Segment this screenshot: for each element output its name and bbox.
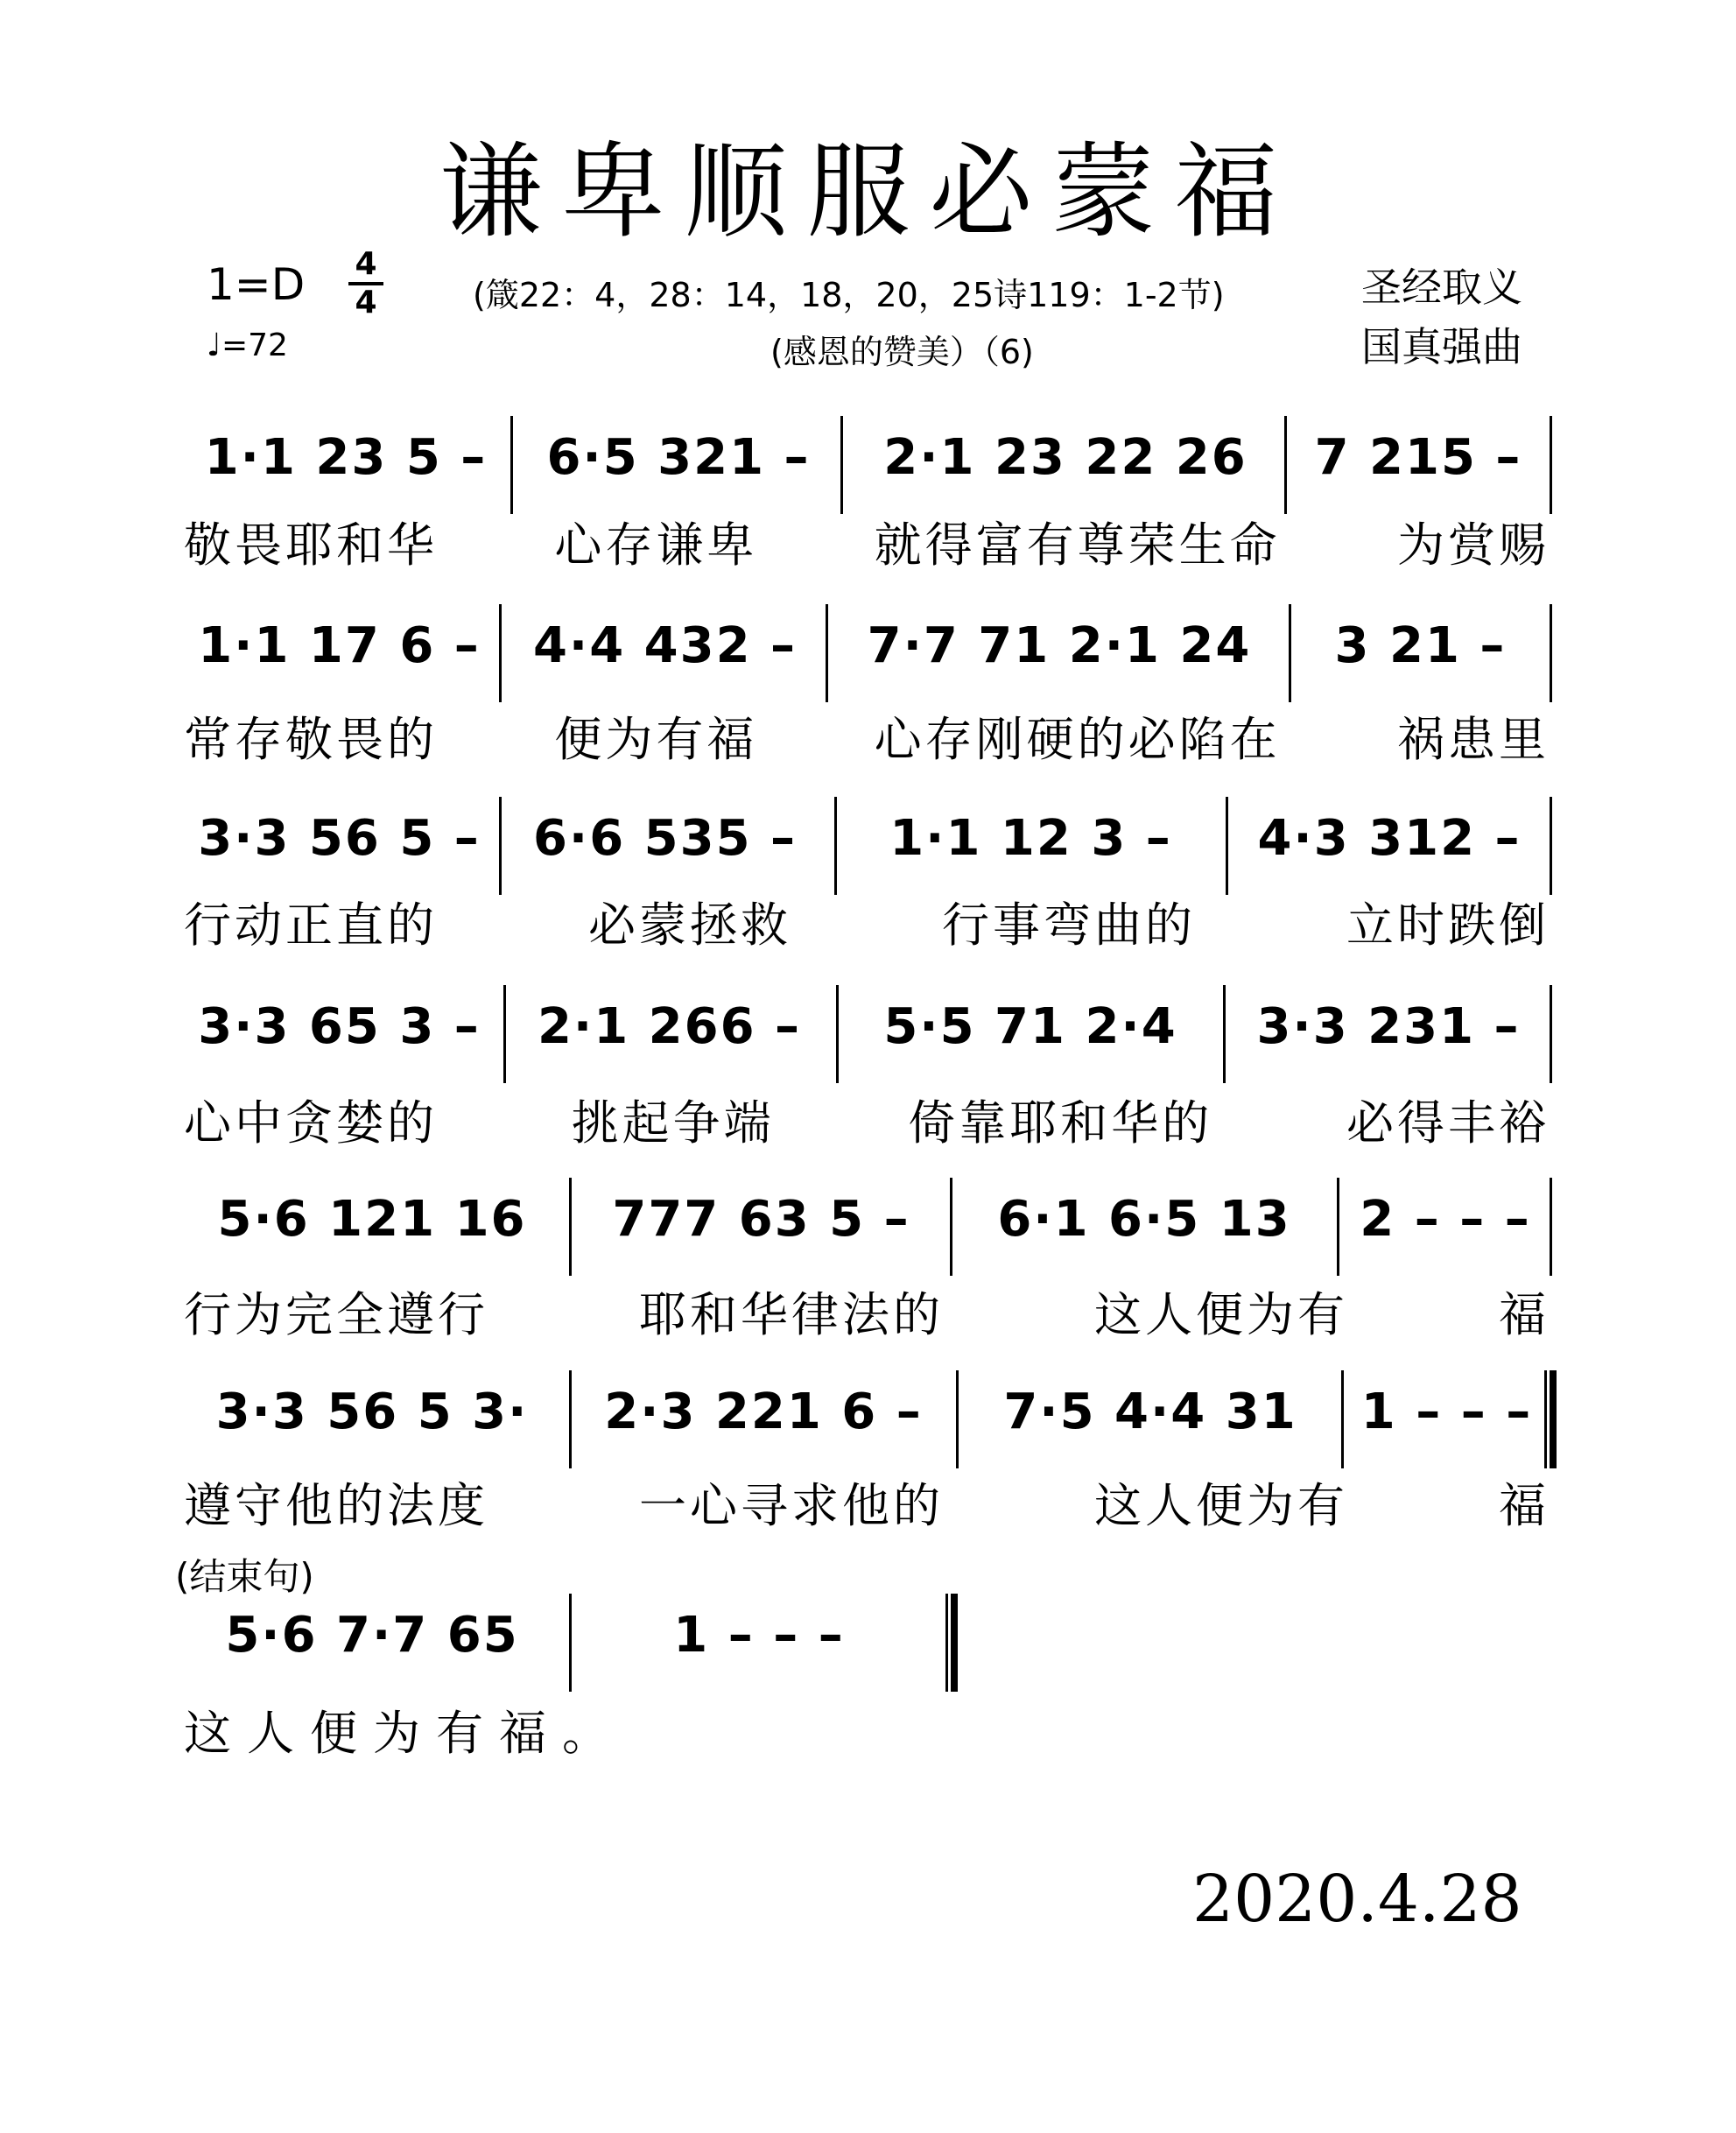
time-signature-top: 4 xyxy=(348,249,383,285)
barline xyxy=(950,1178,952,1276)
scripture-source: (箴22：4，28：14，18，20，25诗119：1-2节) xyxy=(473,276,1225,314)
composer-credit: 国真强曲 xyxy=(1361,323,1522,370)
measure: 6·1 6·5 13 xyxy=(997,1191,1291,1248)
notation-line xyxy=(0,1370,1736,1475)
lyricist-credit: 圣经取义 xyxy=(1361,264,1522,311)
measure: 6·5 321 – xyxy=(546,429,811,486)
barline xyxy=(510,416,513,514)
barline xyxy=(836,985,839,1083)
barline xyxy=(1550,1178,1552,1276)
score-row xyxy=(0,1178,1736,1300)
barline xyxy=(1284,416,1287,514)
barline xyxy=(1550,797,1552,895)
measure: 4·4 432 – xyxy=(532,617,798,674)
lyric-phrase: 福 xyxy=(1499,1478,1550,1533)
key-signature: 1=D xyxy=(207,259,306,310)
measure: 3·3 56 5 3· xyxy=(215,1383,529,1440)
measure: 7·7 71 2·1 24 xyxy=(867,617,1252,674)
lyrics-line xyxy=(184,1478,1550,1533)
barline xyxy=(834,797,837,895)
song-title: 谦卑顺服必蒙福 xyxy=(439,131,1297,252)
measure: 5·6 121 16 xyxy=(217,1191,527,1248)
lyric-phrase: 心中贪婪的 xyxy=(184,1095,438,1151)
lyric-phrase: 立时跌倒 xyxy=(1346,898,1550,953)
barline xyxy=(840,416,843,514)
measure: 1 – – – xyxy=(1360,1383,1533,1440)
lyric-phrase: 行事弯曲的 xyxy=(942,898,1196,953)
barline xyxy=(569,1370,572,1468)
measure: 2·1 23 22 26 xyxy=(883,429,1248,486)
measure: 1 – – – xyxy=(673,1607,845,1664)
date-stamp: 2020.4.28 xyxy=(1192,1862,1522,1937)
barline xyxy=(1226,797,1228,895)
lyric-phrase: 就得富有尊荣生命 xyxy=(874,517,1281,573)
lyric-phrase: 必得丰裕 xyxy=(1346,1095,1550,1151)
collection-label: (感恩的赞美）（6) xyxy=(770,333,1034,371)
lyric-phrase: 这人便为有 xyxy=(1094,1287,1348,1342)
lyric-phrase: 耶和华律法的 xyxy=(639,1287,944,1342)
lyrics-line xyxy=(184,712,1550,767)
lyric-phrase: 行为完全遵行 xyxy=(184,1287,488,1342)
notation-line xyxy=(0,604,1736,709)
ending-score-row xyxy=(0,1594,1736,1716)
measure: 3 21 – xyxy=(1334,617,1507,674)
measure: 6·6 535 – xyxy=(532,810,798,867)
score-row xyxy=(0,604,1736,727)
lyric-phrase: 福 xyxy=(1499,1287,1550,1342)
notation-line xyxy=(0,797,1736,902)
tempo-marking: ♩=72 xyxy=(207,327,288,363)
barline xyxy=(1337,1178,1339,1276)
lyrics-line xyxy=(184,898,1550,953)
lyrics-line xyxy=(184,517,1550,573)
lyrics-line xyxy=(184,1287,1550,1342)
measure: 3·3 56 5 – xyxy=(198,810,481,867)
measure: 3·3 231 – xyxy=(1256,998,1521,1055)
measure: 5·5 71 2·4 xyxy=(883,998,1177,1055)
lyric-phrase: 便为有福 xyxy=(554,712,758,767)
barline xyxy=(826,604,828,702)
notation-line xyxy=(0,985,1736,1090)
final-barline xyxy=(945,1594,958,1692)
notation-line xyxy=(0,1178,1736,1283)
score-row xyxy=(0,1370,1736,1493)
barline xyxy=(503,985,506,1083)
measure: 2 – – – xyxy=(1360,1191,1531,1248)
measure: 5·6 7·7 65 xyxy=(225,1607,519,1664)
measure: 2·1 266 – xyxy=(537,998,802,1055)
notation-line xyxy=(0,1594,1736,1699)
lyric-phrase: 一心寻求他的 xyxy=(639,1478,944,1533)
measure: 1·1 23 5 – xyxy=(204,429,488,486)
time-signature-bottom: 4 xyxy=(355,285,377,320)
barline xyxy=(1550,985,1552,1083)
measure: 3·3 65 3 – xyxy=(198,998,481,1055)
score-row xyxy=(0,985,1736,1108)
lyric-phrase: 敬畏耶和华 xyxy=(184,517,438,573)
measure: 7·5 4·4 31 xyxy=(1003,1383,1297,1440)
measure: 4·3 312 – xyxy=(1257,810,1522,867)
time-signature xyxy=(348,246,383,320)
barline xyxy=(956,1370,959,1468)
measure: 777 63 5 – xyxy=(612,1191,910,1248)
lyric-phrase: 挑起争端 xyxy=(571,1095,775,1151)
barline xyxy=(1550,604,1552,702)
ending-label: (结束句) xyxy=(175,1555,314,1598)
lyric-phrase: 这人便为有 xyxy=(1094,1478,1348,1533)
measure: 7 215 – xyxy=(1314,429,1522,486)
lyric-phrase: 祸患里 xyxy=(1396,712,1550,767)
lyric-phrase: 倚靠耶和华的 xyxy=(908,1095,1213,1151)
lyrics-line: 这人便为有福。 xyxy=(184,1706,625,1761)
barline xyxy=(499,604,502,702)
measure: 2·3 221 6 – xyxy=(604,1383,923,1440)
lyric-phrase: 遵守他的法度 xyxy=(184,1478,488,1533)
barline xyxy=(1223,985,1226,1083)
measure: 1·1 12 3 – xyxy=(889,810,1172,867)
barline xyxy=(499,797,502,895)
barline xyxy=(1289,604,1291,702)
lyric-phrase: 为赏赐 xyxy=(1396,517,1550,573)
measure: 1·1 17 6 – xyxy=(198,617,481,674)
barline xyxy=(569,1594,572,1692)
lyric-phrase: 必蒙拯救 xyxy=(588,898,791,953)
lyrics-line xyxy=(184,1095,1550,1151)
lyric-phrase: 心存刚硬的必陷在 xyxy=(874,712,1281,767)
final-barline xyxy=(1544,1370,1557,1468)
lyric-phrase: 常存敬畏的 xyxy=(184,712,438,767)
barline xyxy=(1550,416,1552,514)
barline xyxy=(1341,1370,1344,1468)
lyric-phrase: 行动正直的 xyxy=(184,898,438,953)
lyric-phrase: 心存谦卑 xyxy=(554,517,758,573)
notation-line xyxy=(0,416,1736,521)
barline xyxy=(569,1178,572,1276)
